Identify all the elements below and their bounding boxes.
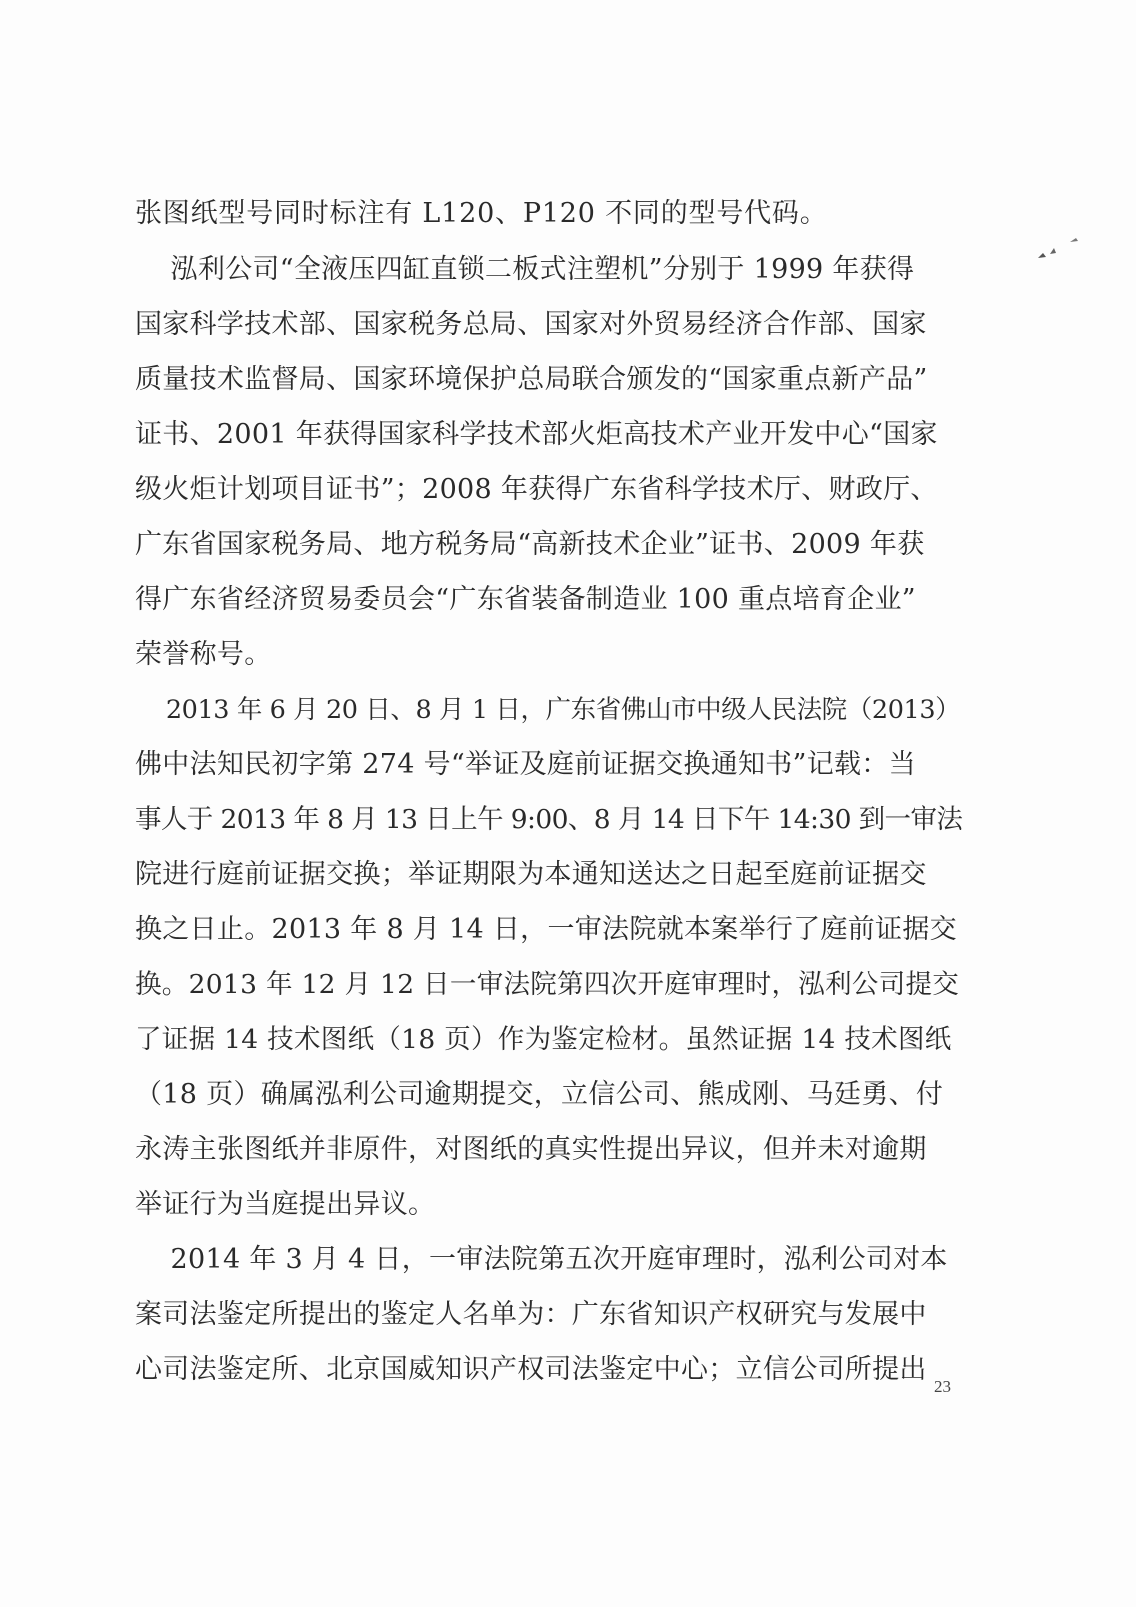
page-number: 23 [934,1377,951,1396]
text-line-20: 2014 年 3 月 4 日，一审法院第五次开庭审理时，泓利公司对本 [135,1244,948,1275]
text-line-1: 张图纸型号同时标注有 L120、P120 不同的型号代码。 [135,198,828,229]
text-line-7: 广东省国家税务局、地方税务局“高新技术企业”证书、2009 年获 [135,529,925,560]
text-line-19: 举证行为当庭提出异议。 [135,1189,436,1220]
text-line-11: 佛中法知民初字第 274 号“举证及庭前证据交换通知书”记载：当 [135,749,916,780]
text-line-9: 荣誉称号。 [135,639,272,670]
text-line-17: （18 页）确属泓利公司逾期提交，立信公司、熊成刚、马廷勇、付 [135,1079,944,1110]
text-line-4: 质量技术监督局、国家环境保护总局联合颁发的“国家重点新产品” [135,364,928,395]
text-line-10: 2013 年 6 月 20 日、8 月 1 日，广东省佛山市中级人民法院（2013） [135,695,961,725]
text-line-6: 级火炬计划项目证书”；2008 年获得广东省科学技术厅、财政厅、 [135,474,938,505]
text-line-22: 心司法鉴定所、北京国威知识产权司法鉴定中心；立信公司所提出 [135,1354,927,1385]
text-line-16: 了证据 14 技术图纸（18 页）作为鉴定检材。虽然证据 14 技术图纸 [135,1024,952,1055]
text-line-8: 得广东省经济贸易委员会“广东省装备制造业 100 重点培育企业” [135,584,916,615]
text-line-12: 事人于 2013 年 8 月 13 日上午 9:00、8 月 14 日下午 14:30 到一审法 [135,804,963,835]
text-line-13: 院进行庭前证据交换；举证期限为本通知送达之日起至庭前证据交 [135,859,927,890]
text-line-21: 案司法鉴定所提出的鉴定人名单为：广东省知识产权研究与发展中 [135,1299,927,1330]
text-line-2: 泓利公司“全液压四缸直锁二板式注塑机”分别于 1999 年获得 [135,254,915,285]
text-line-5: 证书、2001 年获得国家科学技术部火炬高技术产业开发中心“国家 [135,419,938,450]
text-line-18: 永涛主张图纸并非原件，对图纸的真实性提出异议，但并未对逾期 [135,1134,927,1165]
text-line-14: 换之日止。2013 年 8 月 14 日，一审法院就本案举行了庭前证据交 [135,914,957,945]
scan-smudge-icon [1034,234,1082,264]
text-line-3: 国家科学技术部、国家税务总局、国家对外贸易经济合作部、国家 [135,309,927,340]
text-line-15: 换。2013 年 12 月 12 日一审法院第四次开庭审理时，泓利公司提交 [135,969,960,1000]
